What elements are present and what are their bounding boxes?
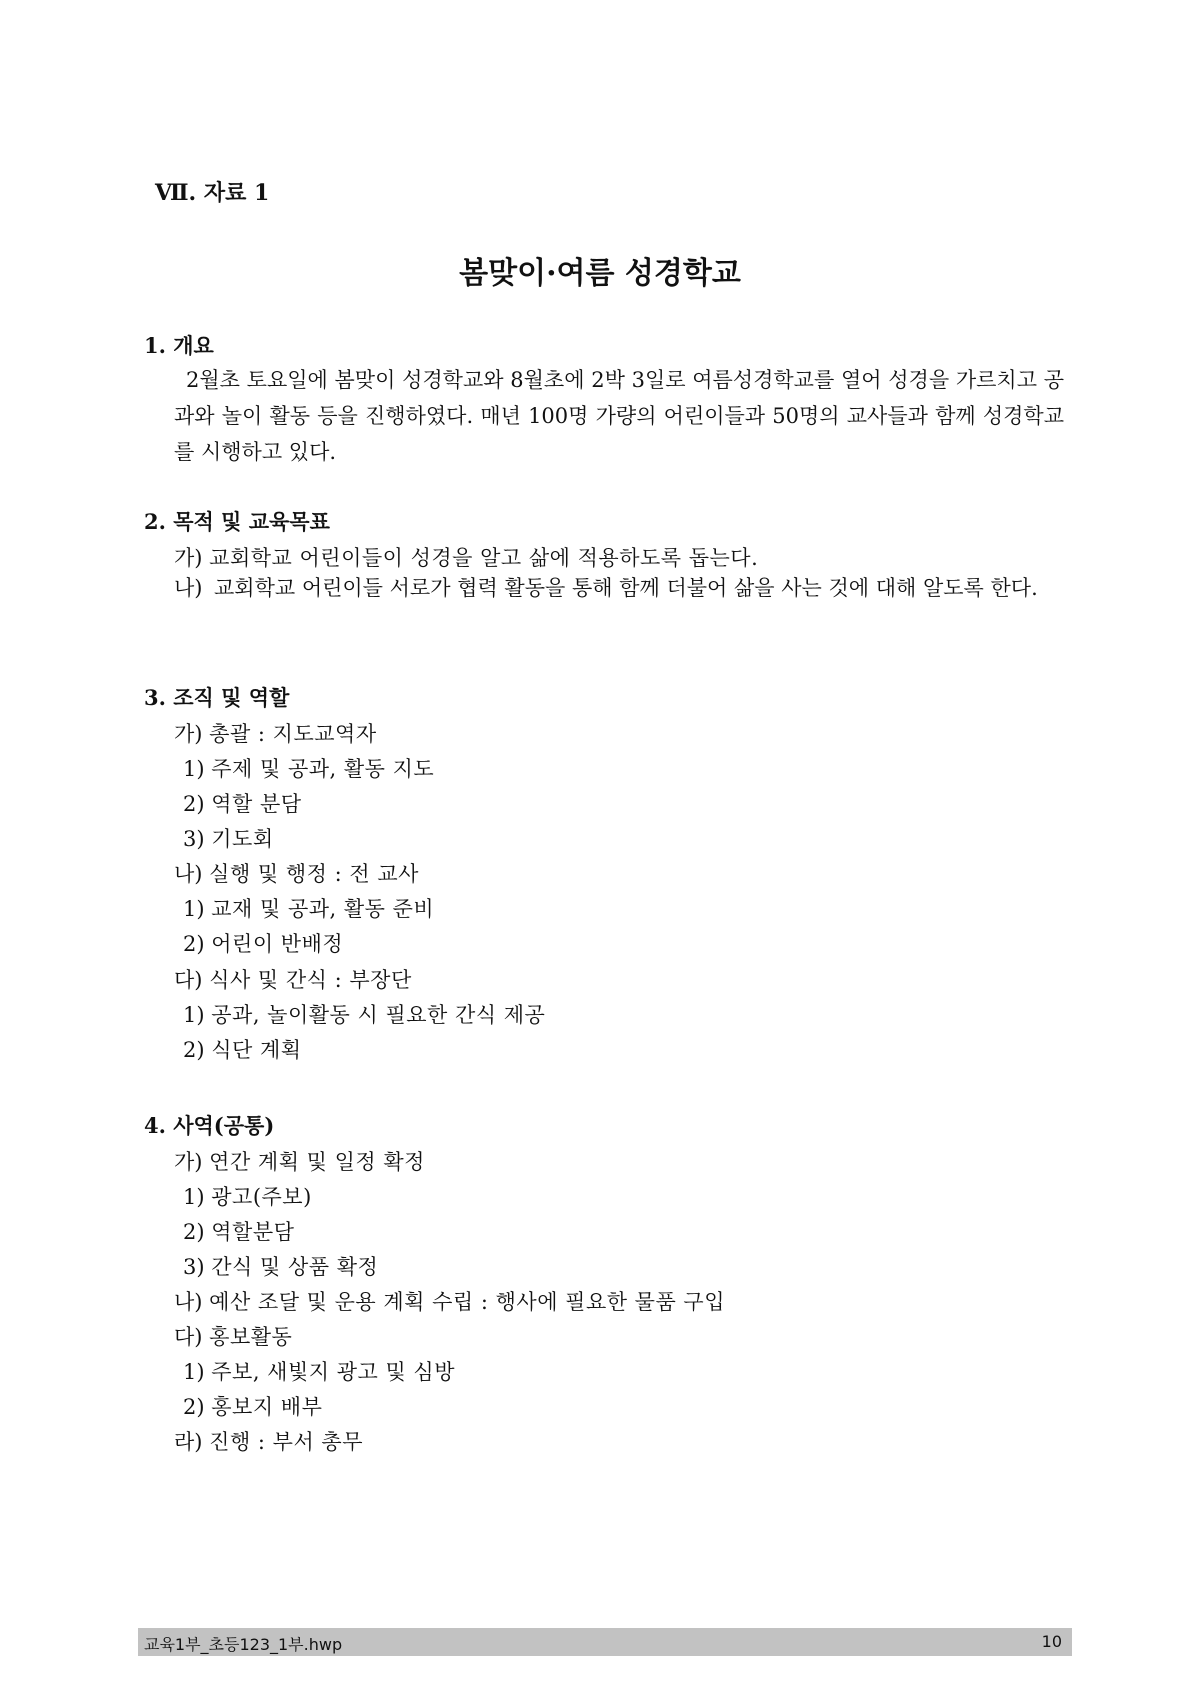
purpose-heading: 2. 목적 및 교육목표 — [144, 509, 330, 534]
list-item-text: 주보, 새빛지 광고 및 심방 — [211, 1360, 455, 1384]
list-marker: 3) — [183, 1255, 205, 1279]
overview-paragraph: 2월초 토요일에 봄맞이 성경학교와 8월초에 2박 3일로 여름성경학교를 열어 성경을 가르치고 공과와 놀이 활동 등을 진행하였다. 매년 100명 가량의 어린이들과 50명의 교사들과 함께 성경학교를 시행하고 있다. — [174, 368, 1064, 464]
list-item-text: 교회학교 어린이들 서로가 협력 활동을 통해 함께 더불어 삶을 사는 것에 대해 알도록 한다. — [214, 576, 1038, 600]
purpose-item-2 — [174, 570, 1064, 606]
organization-heading: 3. 조직 및 역할 — [144, 685, 290, 710]
list-marker: 1) — [183, 757, 205, 781]
list-marker: 2) — [183, 932, 205, 956]
list-item-text: 진행 : 부서 총무 — [209, 1430, 363, 1454]
list-marker: 가) — [174, 722, 203, 746]
list-item-text: 역할 분담 — [211, 792, 302, 816]
list-marker: 2) — [183, 1220, 205, 1244]
list-marker: 1) — [183, 897, 205, 921]
purpose-item-1 — [174, 542, 758, 572]
list-marker: 다) — [174, 1325, 203, 1349]
list-item — [183, 1216, 294, 1246]
list-item — [174, 1426, 363, 1456]
list-item-text: 교재 및 공과, 활동 준비 — [211, 897, 435, 921]
list-item — [174, 718, 377, 748]
list-item — [183, 823, 274, 853]
list-item — [183, 753, 434, 783]
list-item — [174, 964, 412, 994]
list-marker: 2) — [183, 792, 205, 816]
list-item — [174, 1321, 292, 1351]
list-item-text: 홍보활동 — [209, 1325, 293, 1349]
ministry-heading: 4. 사역(공통) — [144, 1113, 275, 1138]
list-marker: 가) — [174, 1150, 203, 1174]
list-item-text: 총괄 : 지도교역자 — [209, 722, 377, 746]
document-title: 봄맞이·여름 성경학교 — [459, 256, 741, 291]
list-marker: 가) — [174, 546, 203, 570]
list-item-text: 기도회 — [211, 827, 274, 851]
list-item-text: 식사 및 간식 : 부장단 — [209, 968, 412, 992]
list-item-text: 광고(주보) — [211, 1185, 312, 1209]
list-marker: 나) — [174, 576, 203, 600]
list-item-text: 홍보지 배부 — [211, 1395, 323, 1419]
list-item — [183, 928, 343, 958]
list-item — [183, 1034, 302, 1064]
list-item-text: 주제 및 공과, 활동 지도 — [211, 757, 435, 781]
list-item-text: 연간 계획 및 일정 확정 — [209, 1150, 425, 1174]
list-item — [183, 893, 434, 923]
list-item-text: 교회학교 어린이들이 성경을 알고 삶에 적용하도록 돕는다. — [209, 546, 759, 570]
list-marker: 다) — [174, 968, 203, 992]
list-marker: 1) — [183, 1360, 205, 1384]
list-item — [174, 1146, 425, 1176]
list-item — [174, 858, 419, 888]
list-item-text: 공과, 놀이활동 시 필요한 간식 제공 — [211, 1003, 546, 1027]
list-item-text: 역할분담 — [211, 1220, 295, 1244]
list-item — [183, 1391, 322, 1421]
page-footer — [138, 1628, 1072, 1656]
list-marker: 2) — [183, 1038, 205, 1062]
list-marker: 3) — [183, 827, 205, 851]
list-item — [174, 1286, 725, 1316]
section-heading: Ⅶ. 자료 1 — [155, 180, 270, 206]
list-marker: 라) — [174, 1430, 203, 1454]
list-item — [183, 788, 302, 818]
list-marker: 나) — [174, 1290, 203, 1314]
list-item-text: 실행 및 행정 : 전 교사 — [209, 862, 419, 886]
overview-heading: 1. 개요 — [144, 333, 214, 358]
list-item-text: 식단 계획 — [211, 1038, 302, 1062]
list-item — [183, 1251, 378, 1281]
footer-filename: 교육1부_초등123_1부.hwp — [144, 1635, 343, 1654]
list-marker: 2) — [183, 1395, 205, 1419]
list-item — [183, 1181, 312, 1211]
footer-page-number: 10 — [1041, 1632, 1062, 1651]
list-marker: 1) — [183, 1003, 205, 1027]
list-marker: 나) — [174, 862, 203, 886]
list-item — [183, 1356, 455, 1386]
list-item — [183, 999, 545, 1029]
list-item-text: 어린이 반배정 — [211, 932, 344, 956]
list-item-text: 간식 및 상품 확정 — [211, 1255, 379, 1279]
list-item-text: 예산 조달 및 운용 계획 수립 : 행사에 필요한 물품 구입 — [209, 1290, 726, 1314]
list-marker: 1) — [183, 1185, 205, 1209]
